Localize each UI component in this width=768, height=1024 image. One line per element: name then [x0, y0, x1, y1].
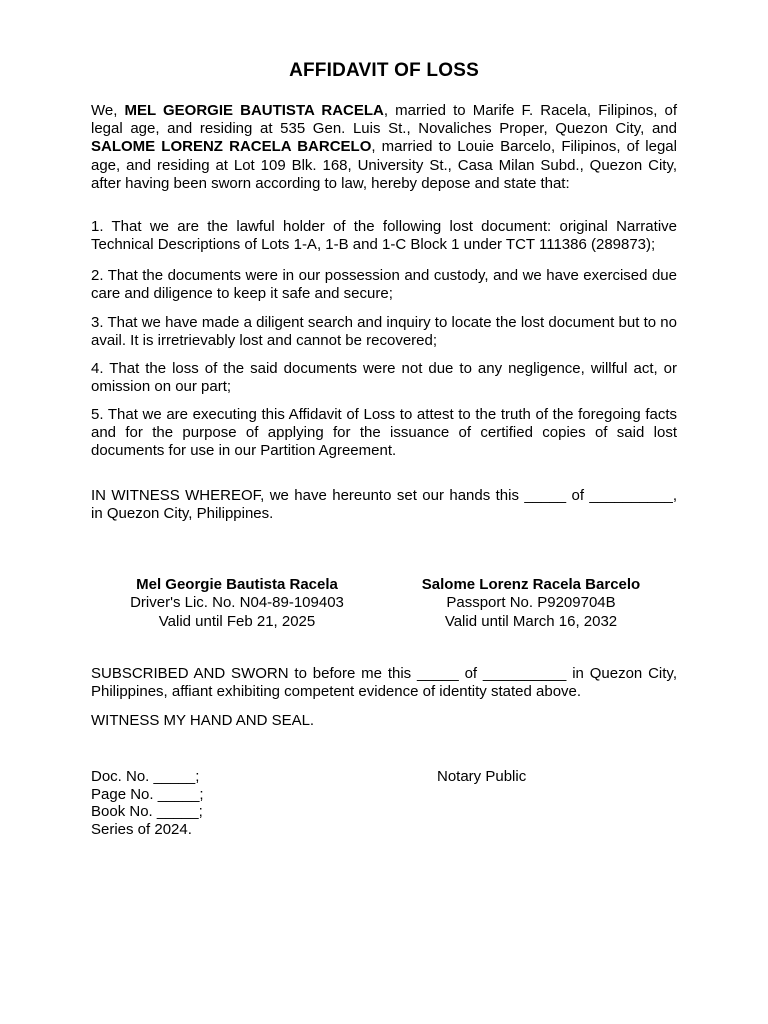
- intro-text-2: , married to Marife F. Racela, Filipinos, of legal age, and residing at 535 Gen. Luis St., Novaliches Proper, Quezon City, and: [91, 102, 678, 138]
- notarial-register-entries: [91, 768, 204, 838]
- signatory-id-validity: Valid until Feb 21, 2025: [158, 612, 316, 630]
- signatory-block-1: [87, 576, 387, 631]
- intro-text-1: We,: [91, 102, 125, 119]
- witness-clause: IN WITNESS WHEREOF, we have hereunto set our hands this _____ of __________, in Quezon City, Philippines.: [91, 487, 677, 523]
- series-entry: Series of 2024.: [91, 820, 192, 838]
- signatory-block-2: [381, 576, 681, 631]
- notary-public-label: Notary Public: [437, 768, 527, 785]
- doc-number-entry: Doc. No. _____;: [91, 768, 200, 785]
- statement-item-5: 5. That we are executing this Affidavit of Loss to attest to the truth of the foregoing facts and for the purpose of applying for the issuance of certified copies of said lost documents for use in our Partition Agreement.: [91, 406, 677, 460]
- signatory-name: Salome Lorenz Racela Barcelo: [421, 576, 641, 593]
- signatory-id: Driver's Lic. No. N04-89-109403: [130, 594, 344, 612]
- statement-item-2: 2. That the documents were in our possession and custody, and we have exercised due care and diligence to keep it safe and secure;: [91, 267, 677, 303]
- signatory-id-validity: Valid until March 16, 2032: [444, 612, 618, 630]
- statement-item-4: 4. That the loss of the said documents were not due to any negligence, willful act, or omission on our part;: [91, 360, 677, 396]
- intro-paragraph: [91, 102, 677, 193]
- page-number-entry: Page No. _____;: [91, 785, 204, 803]
- seal-line: WITNESS MY HAND AND SEAL.: [91, 712, 315, 729]
- intro-text-3: , married to Louie Barcelo, Filipinos, of legal age, and residing at Lot 109 Blk. 168, University St., Casa Milan Subd., Quezon City, after having been sworn according to law, hereby depose and state that:: [91, 138, 677, 192]
- statement-item-1: 1. That we are the lawful holder of the following lost document: original Narrative Technical Descriptions of Lots 1-A, 1-B and 1-C Block 1 under TCT 111386 (289873);: [91, 218, 677, 254]
- book-number-entry: Book No. _____;: [91, 803, 203, 821]
- affiant-name-2: SALOME LORENZ RACELA BARCELO: [91, 138, 372, 156]
- signatory-id: Passport No. P9209704B: [446, 594, 616, 612]
- signatory-name: Mel Georgie Bautista Racela: [136, 576, 338, 593]
- document-title: AFFIDAVIT OF LOSS: [289, 60, 479, 81]
- jurat-paragraph: SUBSCRIBED AND SWORN to before me this _____ of __________ in Quezon City, Philippines, affiant exhibiting competent evidence of identity stated above.: [91, 665, 677, 701]
- affiant-name-1: MEL GEORGIE BAUTISTA RACELA: [124, 102, 384, 119]
- statement-item-3: 3. That we have made a diligent search and inquiry to locate the lost document but to no avail. It is irretrievably lost and cannot be recovered;: [91, 314, 677, 350]
